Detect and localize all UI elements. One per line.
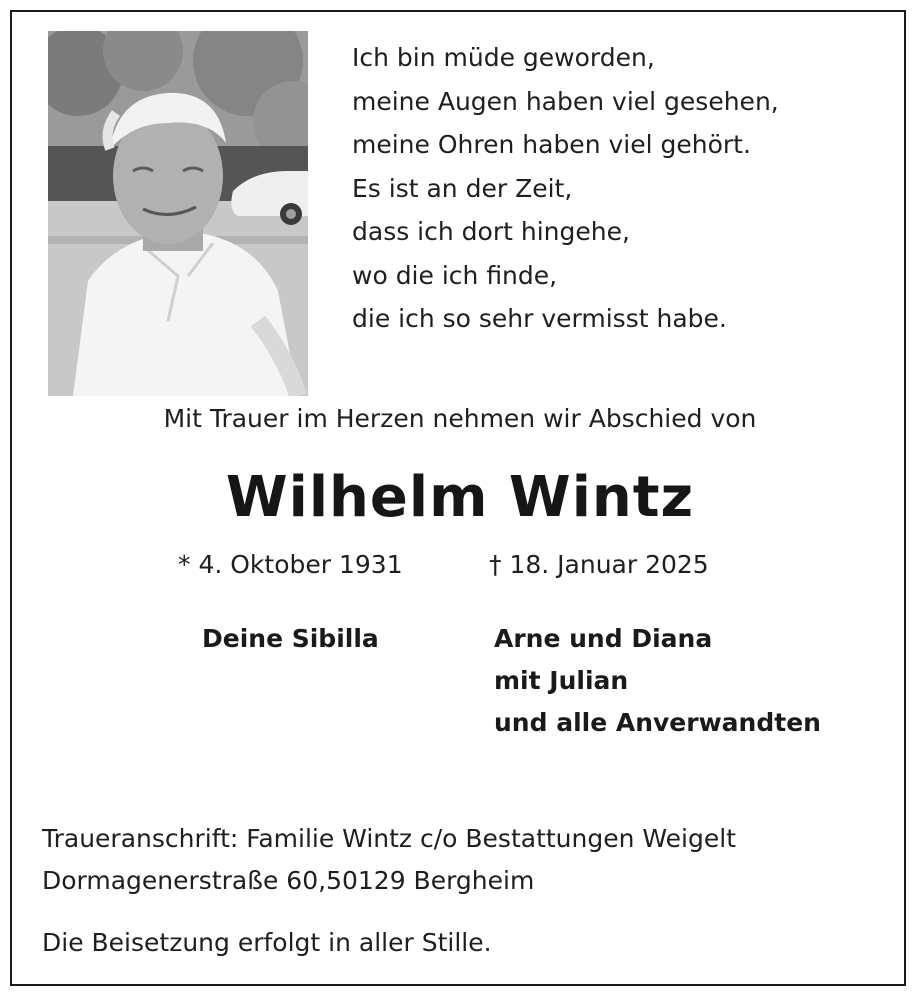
signers-left — [202, 618, 379, 660]
signers-right — [494, 618, 821, 744]
poem-line: meine Augen haben viel gesehen, — [352, 86, 779, 116]
birth-date: * 4. Oktober 1931 — [178, 550, 403, 579]
address-line: Dormagenerstraße 60,50129 Bergheim — [42, 866, 535, 895]
mourning-address — [42, 818, 736, 902]
signer-line: und alle Anverwandten — [494, 708, 821, 737]
burial-note: Die Beisetzung erfolgt in aller Stille. — [42, 928, 492, 957]
portrait-photo — [48, 31, 308, 396]
obituary-notice — [10, 10, 906, 986]
poem-line: Ich bin müde geworden, — [352, 43, 655, 72]
poem-line: dass ich dort hingehe, — [352, 217, 630, 246]
signer-line: Arne und Diana — [494, 624, 713, 653]
death-date: † 18. Januar 2025 — [489, 550, 709, 579]
signer-line: Deine Sibilla — [202, 624, 379, 653]
poem-line: wo die ich finde, — [352, 260, 558, 290]
poem-line: die ich so sehr vermisst habe. — [352, 304, 727, 333]
poem-line: meine Ohren haben viel gehört. — [352, 130, 751, 159]
deceased-name: Wilhelm Wintz — [225, 465, 695, 530]
address-line: Traueranschrift: Familie Wintz c/o Bestattungen Weigelt — [42, 824, 736, 853]
intro-text: Mit Trauer im Herzen nehmen wir Abschied von — [163, 404, 757, 433]
signer-line: mit Julian — [494, 666, 629, 695]
poem-line: Es ist an der Zeit, — [352, 173, 573, 203]
poem — [352, 36, 892, 341]
